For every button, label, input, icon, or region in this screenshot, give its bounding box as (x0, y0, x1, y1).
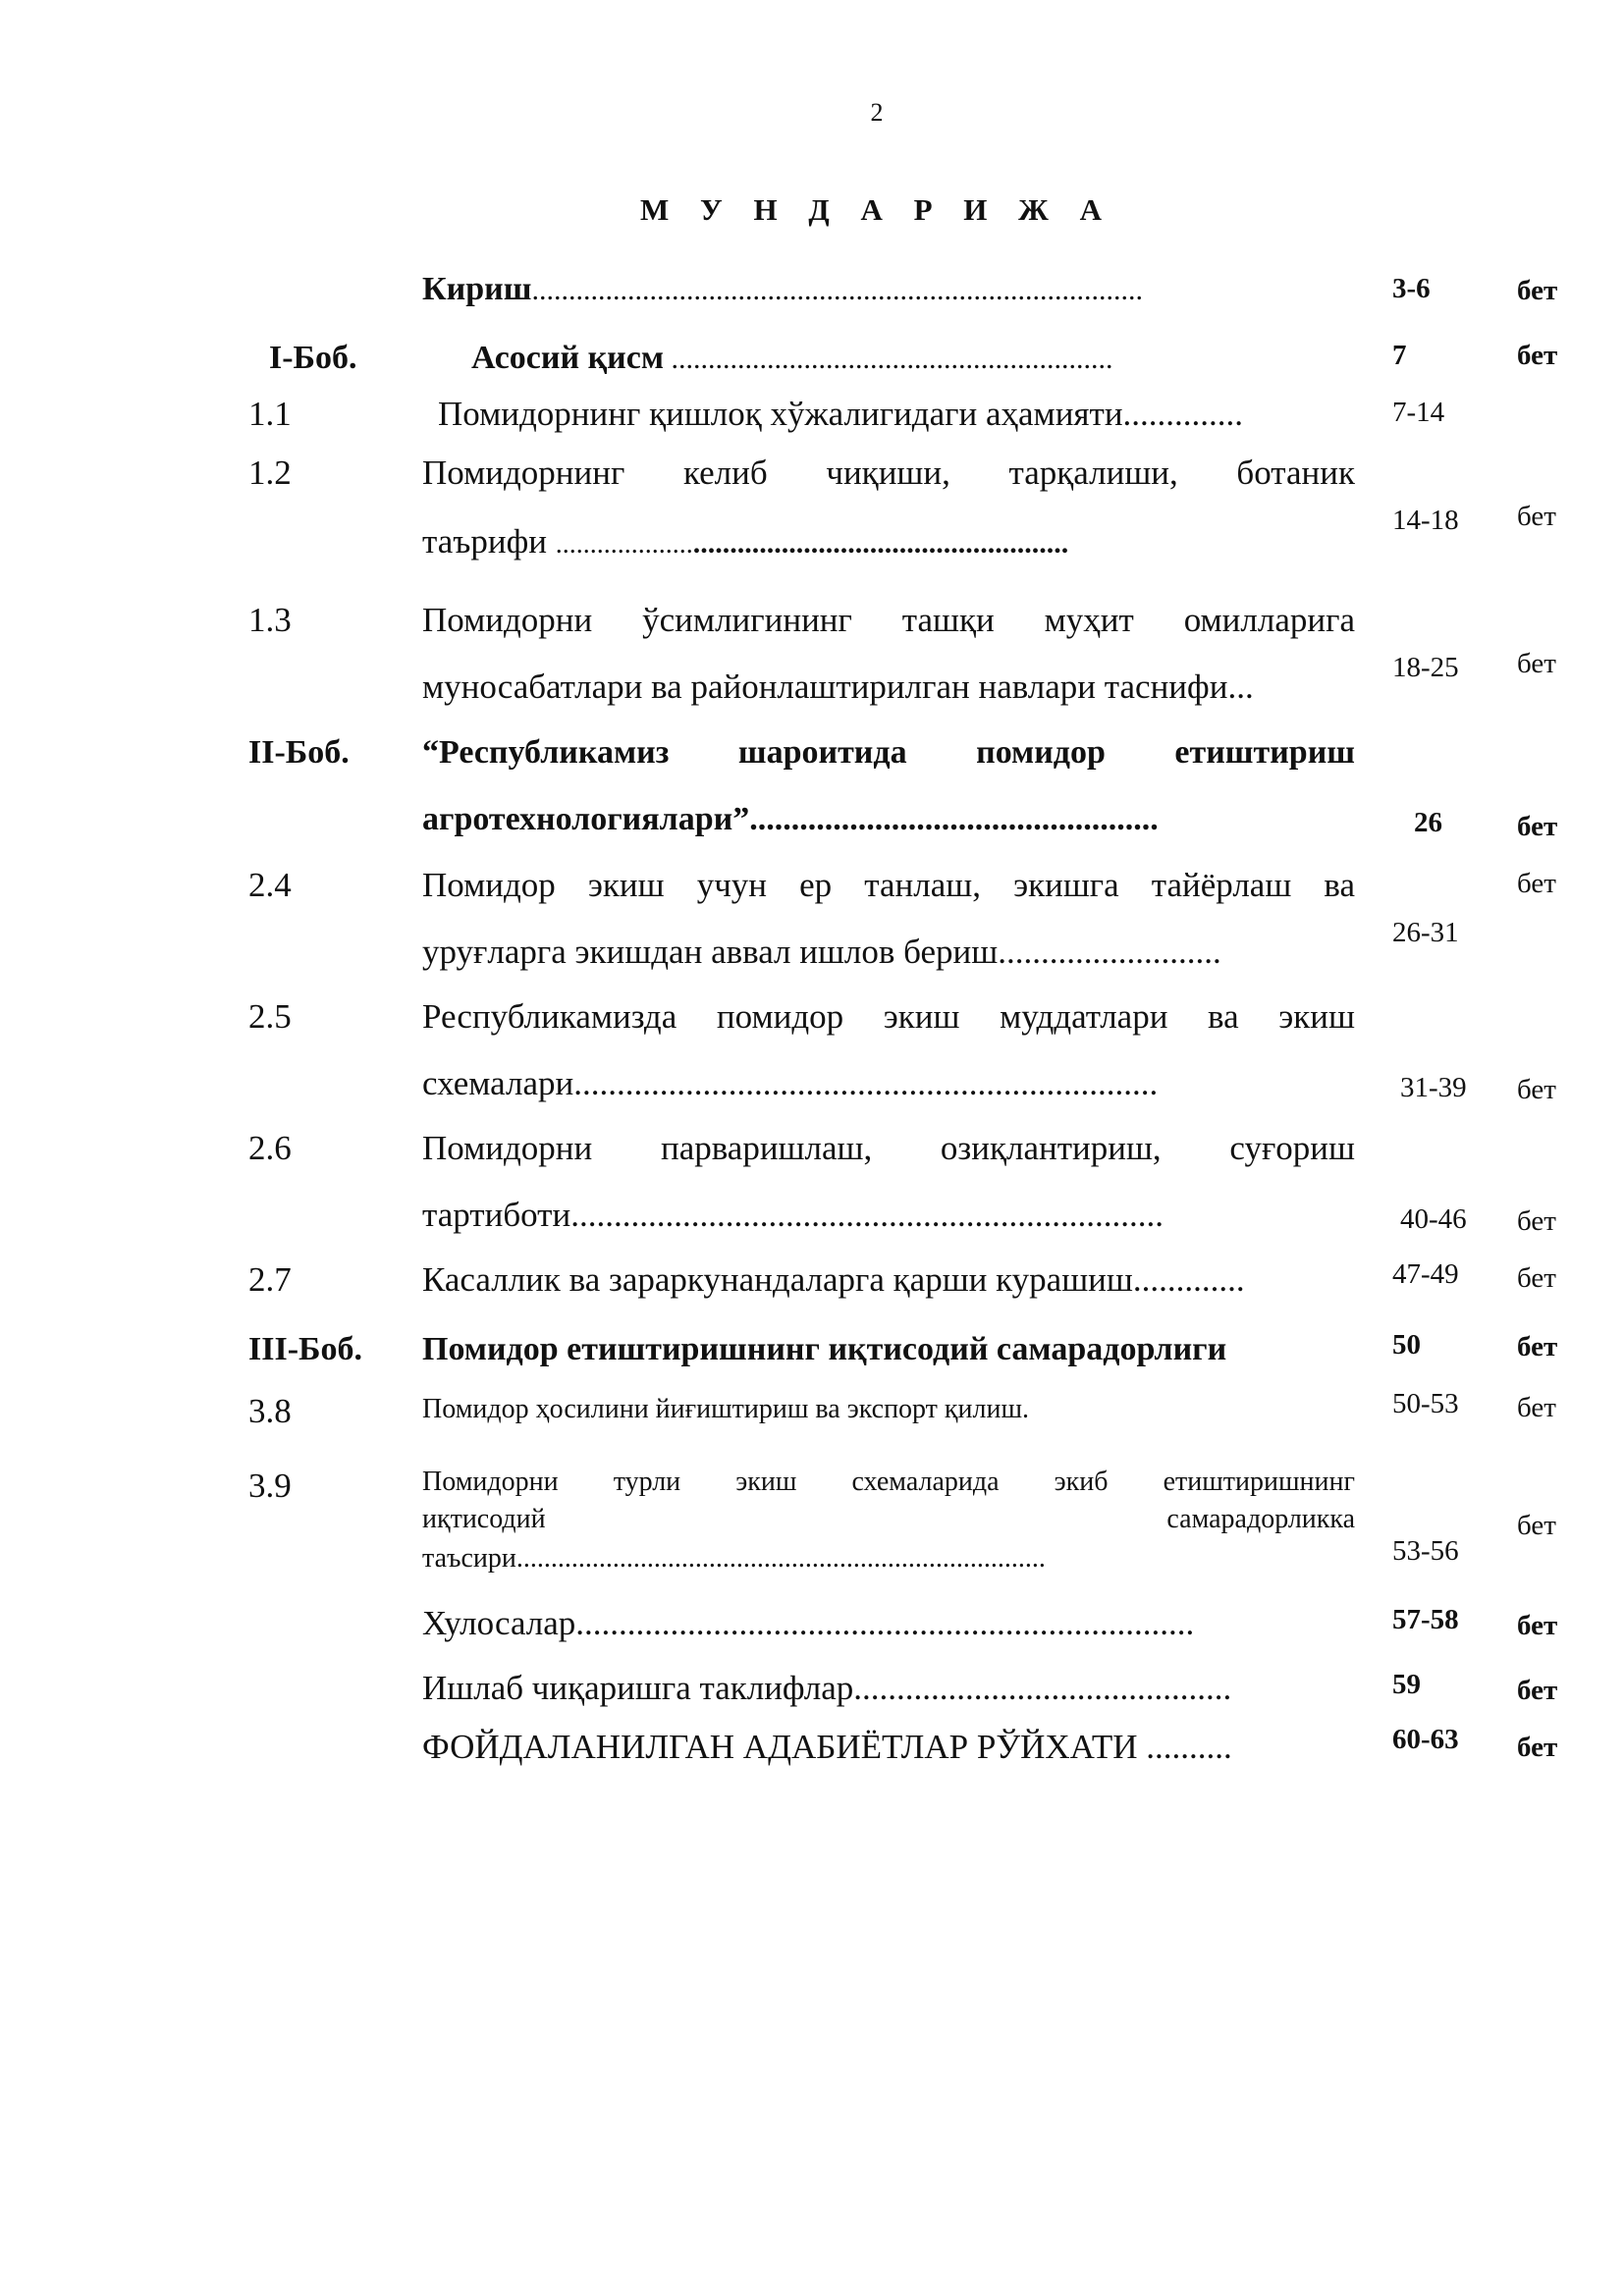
toc-entry-3-8[interactable]: Помидор ҳосилини йиғиштириш ва экспорт қилиш. (422, 1394, 1030, 1424)
toc-dots: ................................................................................... (531, 274, 1143, 306)
section-number: 2.6 (248, 1129, 292, 1167)
toc-page: 31-39 (1400, 1072, 1467, 1103)
toc-entry-chapter-2-line2[interactable]: агротехнологиялари”................................................. (422, 801, 1159, 837)
toc-bet: бет (1517, 501, 1556, 532)
toc-label: Асосий қисм (471, 340, 664, 376)
section-number: 2.5 (248, 997, 292, 1036)
toc-bet: бет (1517, 1732, 1558, 1763)
toc-page: 47-49 (1392, 1258, 1459, 1290)
toc-bet: бет (1517, 868, 1556, 899)
toc-bet: бет (1517, 1675, 1558, 1706)
toc-entry-2-7[interactable]: Касаллик ва зараркунандаларга қарши курашиш............. (422, 1260, 1245, 1299)
toc-entry-chapter-3[interactable]: Помидор етиштиришнинг иқтисодий самарадорлиги (422, 1331, 1227, 1367)
toc-bet: бет (1517, 811, 1558, 842)
toc-entry-3-9-line1[interactable]: Помидорни турли экиш схемаларида экиб етиштиришнинг (422, 1467, 1355, 1497)
toc-entry-2-4-line2[interactable]: уруғларга экишдан аввал ишлов бериш.......................... (422, 933, 1221, 971)
toc-bet: бет (1517, 1610, 1558, 1641)
page-number: 2 (870, 98, 884, 127)
toc-entry-3-9-line2[interactable] (422, 1504, 1355, 1535)
section-number: 3.9 (248, 1467, 292, 1505)
toc-entry-conclusions[interactable]: Хулосалар........................................................................ (422, 1604, 1195, 1642)
toc-entry-proposals[interactable]: Ишлаб чиқаришга таклифлар............................................ (422, 1669, 1232, 1707)
section-number: 2.4 (248, 866, 292, 904)
chapter-number: III-Боб. (248, 1331, 362, 1367)
toc-dots: .................... (555, 529, 693, 560)
toc-entry-1-3-line2[interactable]: муносабатлари ва районлаштирилган навлари таснифи... (422, 667, 1254, 706)
toc-bet: бет (1517, 1510, 1556, 1541)
toc-label: Кириш (422, 271, 532, 307)
toc-page: 57-58 (1392, 1604, 1459, 1635)
toc-page: 53-56 (1392, 1535, 1459, 1567)
section-number: 3.8 (248, 1392, 292, 1430)
toc-bet: бет (1517, 275, 1558, 306)
section-number: 1.1 (248, 395, 292, 433)
toc-bet: бет (1517, 1205, 1556, 1237)
toc-bet: бет (1517, 1331, 1558, 1362)
toc-label: иқтисодий (422, 1504, 546, 1534)
chapter-number: I-Боб. (269, 340, 357, 376)
toc-page: 26-31 (1392, 917, 1459, 948)
toc-entry-3-9-line3[interactable]: таъсири............................................................................. (422, 1543, 1046, 1574)
toc-entry-references[interactable]: ФОЙДАЛАНИЛГАН АДАБИЁТЛАР РЎЙХАТИ .......... (422, 1728, 1232, 1766)
toc-entry-2-4-line1[interactable]: Помидор экиш учун ер танлаш, экишга тайёрлаш ва (422, 866, 1355, 904)
toc-bet: бет (1517, 340, 1558, 371)
toc-entry-1-1[interactable]: Помидорнинг қишлоқ хўжалигидаги аҳамияти.............. (438, 395, 1244, 433)
toc-page: 50 (1392, 1329, 1421, 1361)
toc-entry-chapter-2-line1[interactable]: “Республикамиз шароитида помидор етиштириш (422, 734, 1355, 771)
toc-page: 14-18 (1392, 505, 1459, 536)
toc-entry-2-6-line2[interactable]: тартиботи..................................................................... (422, 1196, 1164, 1234)
toc-page: 7 (1392, 340, 1407, 371)
toc-entry-intro[interactable] (422, 269, 1143, 308)
toc-entry-chapter-1[interactable] (471, 338, 1113, 377)
toc-entry-2-5-line2[interactable]: схемалари.................................................................... (422, 1064, 1159, 1102)
toc-page: 26 (1414, 807, 1442, 838)
chapter-number: II-Боб. (248, 734, 350, 771)
toc-entry-2-5-line1[interactable]: Республикамизда помидор экиш муддатлари ва экиш (422, 997, 1355, 1036)
toc-bet: бет (1517, 1262, 1556, 1294)
toc-page: 3-6 (1392, 273, 1431, 304)
toc-page: 59 (1392, 1669, 1421, 1700)
toc-entry-1-3-line1[interactable]: Помидорни ўсимлигининг ташқи муҳит омилларига (422, 601, 1355, 639)
section-number: 2.7 (248, 1260, 292, 1299)
section-number: 1.3 (248, 601, 292, 639)
toc-label: самарадорликка (1166, 1504, 1355, 1534)
toc-dots: ............................................................ (664, 343, 1113, 375)
toc-page: 50-53 (1392, 1388, 1459, 1419)
toc-label: таърифи (422, 522, 556, 561)
toc-bet: бет (1517, 648, 1556, 679)
toc-page: 40-46 (1400, 1203, 1467, 1235)
toc-dots-bold: ................................................... (692, 527, 1069, 560)
toc-entry-1-2-line1[interactable]: Помидорнинг келиб чиқиши, тарқалиши, ботаник (422, 454, 1355, 492)
toc-page: 7-14 (1392, 397, 1445, 428)
section-number: 1.2 (248, 454, 292, 492)
toc-bet: бет (1517, 1074, 1556, 1105)
toc-page: 18-25 (1392, 652, 1459, 683)
toc-entry-1-2-line2[interactable] (422, 522, 1068, 561)
toc-bet: бет (1517, 1392, 1556, 1423)
toc-entry-2-6-line1[interactable]: Помидорни парваришлаш, озиқлантириш, суғориш (422, 1129, 1355, 1167)
page-title: М У Н Д А Р И Ж А (640, 192, 1113, 227)
toc-page: 60-63 (1392, 1724, 1459, 1755)
